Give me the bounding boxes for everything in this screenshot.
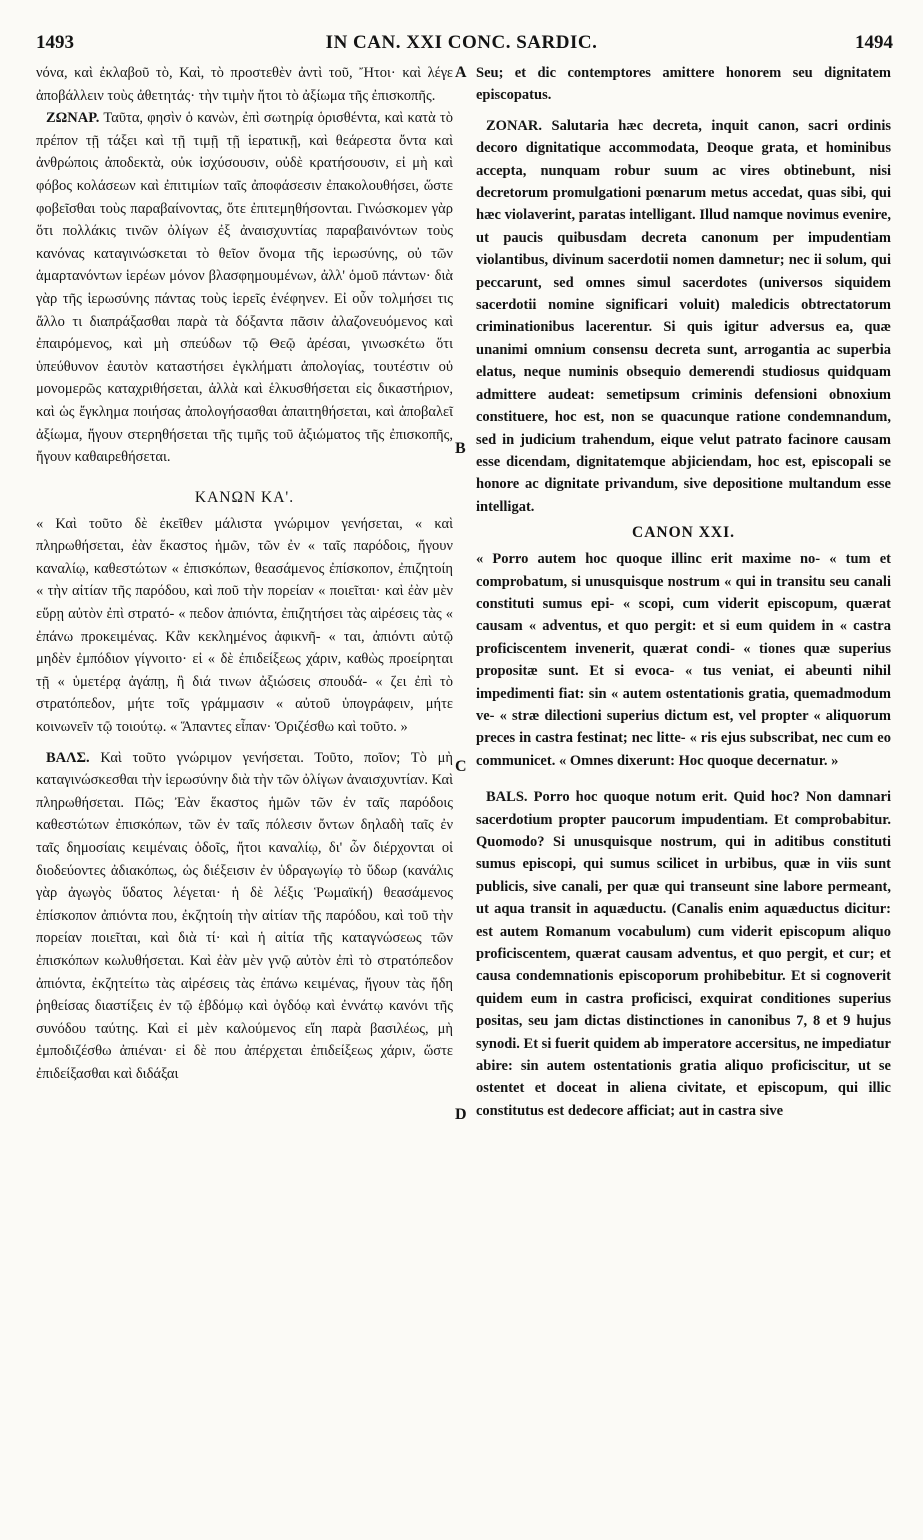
- latin-column: [476, 62, 891, 1122]
- zonaras-text: Ταῦτα, φησὶν ὁ κανὼν, ἐπὶ σωτηρίᾳ ὁρισθέντα, καὶ κατὰ τὸ πρέπον τῇ τάξει καὶ τῇ τιμῇ τῇ ἱερατικῇ, καὶ θεάρεστα ὄντα καὶ ἀνθρώποις ἀποδεκτὰ, οὐκ ἰσχύσουσιν, οὐδὲ κρατήσουσιν, εἰ μὴ καὶ φόβος κολάσεων καὶ ἐπιτιμίων ταῖς ἀποφάσεσιν ἐπακολουθήσει, ὥστε φοβεῖσθαι τοὺς παραβαίνοντας, ὅτε ἐπιτεμηθήσονται. Γινώσκομεν γὰρ ὅτι πολλάκις τινῶν ὀλίγων ἐξ ἀναισχυντίας παραβαινόντων τοὺς κανόνας καταγινώσκεται τὸ θεῖον ὄνομα τῆς ἱερωσύνης, οὐ τῶν ἁμαρτανόντων ἱερέων μόνον βλασφημουμένων, ἀλλ' ὁμοῦ πάντων· διὰ γὰρ τῆς ἱερωσύνης πάντας τοὺς ἱερεῖς ἐνέφηνεν. Εἰ οὖν τολμήσει τις ἄλλο τι διαπράξασθαι παρὰ τὰ δόξαντα πᾶσιν ἀλαζονευόμενος καὶ ἐπαιρόμενος, καὶ μὴ σπεύδων τῷ Θεῷ ἀρέσαι, γινωσκέτω ὅτι ὑπεύθυνον ἑαυτὸν καταστήσει ἐγκλήματι ἀπολογίας, τουτέστιν οὐ μονομερῶς καταχριθήσεται, ἀλλὰ καὶ ἑλκυσθήσεται εἰς δικαστήριον, καὶ ὡς ἔγκλημα ποιήσας ἀπολογήσασθαι ἀπαιτηθήσεται, καὶ ἀποβαλεῖ ἀξίωμα, ἤγουν στερηθήσεται τῆς τιμῆς τοῦ ἀξιώματος τῆς ἐπισκοπῆς, ἤγουν καθαιρεθήσεται.: [36, 110, 454, 466]
- balsamon-text: Καὶ τοῦτο γνώριμον γενήσεται. Τοῦτο, ποῖον; Τὸ μὴ καταγινώσκεσθαι τὴν ἱερωσύνην διὰ τὴν τῶν ὀλίγων ἀναισχυντίαν. Καὶ πληρωθήσεται. Πῶς; Ἐὰν ἕκαστος ἡμῶν τῶν ἐν ταῖς παρόδοις καθεστώτων ἐπισκόπων, τῶν ἐν ταῖς πόλεσιν ὄντων δηλαδὴ ταῖς ἐν ταῖς δημοσίαις κειμέναις ὁδοῖς, ἤτοι καναλίῳ, δι' ὧν διέρχονται οἱ διοδεύοντες ἀδιακόπως, ὡς διέξεισιν ἐν ὑδραγωγίῳ τὸ ὕδωρ (κανάλις γὰρ ἀγωγὸς ὕδατος λέγεται· ἡ δὲ λέξις Ῥωμαϊκή) θεασάμενος ἐπίσκοπον ἀπιόντα που, ἐκζητοίη τὴν αἰτίαν τῆς παρόδου, καὶ τοῦ τὴν πορείαν ποιεῖται, καὶ διὰ τί· καὶ ἡ αἰτία τῆς καταγνώσεως τῶν ἐπισκόπων κωλυθήσεται. Καὶ ἐὰν μὲν γνῷ αὐτὸν ἐπὶ τὸ στρατόπεδον ἀπιόντα, ἐκζητείτω τὰς αἱρέσεις τὰς ἐπάνω κειμένας, ἤγουν τὰς ἤδη ῥηθείσας διαστίξεις ἐν τῷ ἑβδόμῳ καὶ ὀγδόῳ καὶ ἐννάτῳ κανόνι τῆς συνόδου ταύτης. Καὶ εἰ μὲν καλούμενος εἴη παρὰ βασιλέως, μὴ ἐμποδιζέσθω ἀπιέναι· εἰ δὲ που ἀπέρχεται ἐπιδείξεως χάριν, ὥστε ἐπιδείξασθαι καὶ διδάξαι: [36, 749, 453, 1082]
- margin-letter-d: D: [455, 1106, 467, 1123]
- zonaras-label-latin: ZONAR.: [486, 117, 542, 134]
- latin-paragraph-1: Seu; et dic contemptores amittere honorem seu dignitatem episcopatus.: [476, 65, 891, 104]
- margin-letter-b: B: [455, 440, 466, 457]
- latin-canon-heading: CANON XXI.: [632, 524, 735, 542]
- latin-canon-text: « Porro autem hoc quoque illinc erit maxime no- « tum et comprobatum, si unusquisque nostrum « qui in transitu seu canali constituti sumus epi- « scopi, cum viderit episcopum, quærat causam « adventus, et quo pergit: et si eum quidem in « castra proficiscentem invenerit, quærat condi- « tiones quæ superius propositæ sunt. Et si evoca- « tus veniat, ei abeunti nihil impedimenti fiat: sin « autem ostentationis gratia, quemadmodum ve- « stræ dilectioni superius dictum est, vel propter « aliquorum preces in castra festinat; nec litte- « ris ejus subscribat, nec cum eo communicet. « Omnes dixerunt: Hoc quoque decernatur. »: [476, 551, 891, 769]
- zonaras-label: ΖΩΝΑΡ.: [46, 110, 100, 127]
- greek-canon-text: « Καὶ τοῦτο δὲ ἐκεῖθεν μάλιστα γνώριμον γενήσεται, « καὶ πληρωθήσεται, ἐὰν ἕκαστος ἡμῶν, τῶν ἐν « ταῖς παρόδοις, ἤγουν καναλίῳ, καθεστώτων « ἐπισκόπων, θεασάμενος ἐπίσκοπον, ἐπιζητοίη « τὴν αἰτίαν τῆς παρόδου, καὶ ποῦ τὴν πορείαν « ποιεῖται· καὶ ἐὰν μὲν εὕρῃ αὐτὸν ἐπὶ στρατό- « πεδον ἀπιόντα, ἐπιζητήσει τὰς αἱρέσεις τὰς « ἐπάνω προκειμένας. Κἂν κεκλημένος ἀφικνῆ- « ται, ἀπιόντι αὐτῷ μηδὲν ἐμπόδιον γίγνοιτο· εἰ « δὲ ἐπιδείξεως χάριν, καθὼς προείρηται τῇ « ὑμετέρᾳ ἀγάπῃ, ἢ διά τινων ἀξιώσεις σπουδά- « ζει ἐπὶ τὸ στρατόπεδον, μήτε τοῖς γράμμασιν « αὐτοῦ ὑπογράφειν, μήτε κοινωνεῖν τῷ τοιούτῳ. « Ἅπαντες εἶπαν· Ὁριζέσθω καὶ τοῦτο. »: [36, 515, 453, 736]
- running-header: [30, 32, 893, 58]
- latin-zonaras-paragraph: [476, 115, 891, 518]
- latin-balsamon-paragraph: [476, 786, 891, 1122]
- greek-column: [36, 62, 453, 1086]
- greek-zonaras-paragraph: [36, 107, 453, 469]
- margin-letter-a: A: [455, 64, 467, 81]
- balsamon-label-latin: BALS.: [486, 789, 528, 806]
- greek-paragraph-1: νόνα, καὶ ἐκλαβοῦ τὸ, Καὶ, τὸ προστεθὲν ἀντὶ τοῦ, Ἤτοι· καὶ λέγε ἀποβάλλειν τοὺς ἀθετητάς· τὴν τιμὴν ἤτοι τὸ ἀξίωμα τῆς ἐπισκοπῆς.: [36, 65, 453, 104]
- zonaras-text-latin: Salutaria hæc decreta, inquit canon, sacri ordinis decoro dignitatique accommodata, Deoque grata, et hominibus accepta, nunquam robur suum ac vires obtinebunt, nisi decretorum promulgationi pœnarum metus accedat, quas sibi, qui hæc violaverint, paratas intelligant. Illud namque novimus evenire, ut paucis quibusdam decreta canonum per impudentiam violantibus, divinum sacerdotii nomen damnetur; nec ii solum, qui peccarunt, sed omnes simul sacerdotes (universos siquidem sacerdotii nomine significari voluit) maledicis obtrectatorum criminationibus lacerentur. Si quis igitur adversus ea, quæ unanimi omnium consensu decreta sunt, arrogantia ac superbia elatus, neque numinis obsequio demerendi studiosus quidquam admittere audeat: semetipsum criminis defensioni obnoxium constituere, hoc est, non se quacunque ratione condemnandum, sed in judicium trahendum, eique velut patrato facinore causam esse dicendam, dignitatemque abjiciendam, hoc est, episcopali se honore ac dignitate privandum, sive depositione multandum esse intelligat.: [476, 117, 891, 515]
- balsamon-label: ΒΑΛΣ.: [46, 749, 90, 766]
- greek-balsamon-paragraph: [36, 747, 453, 1086]
- page-number-right: 1494: [855, 32, 893, 53]
- page-number-left: 1493: [36, 32, 74, 53]
- greek-canon-heading: ΚΑΝΩΝ ΚΑ'.: [194, 488, 295, 506]
- margin-letter-c: C: [455, 758, 467, 775]
- balsamon-text-latin: Porro hoc quoque notum erit. Quid hoc? Non damnari sacerdotium propter paucorum impudentiam. Et comprobabitur. Quomodo? Si unusquisque nostrum, qui in aditibus constituti sumus episcopi, qui sumus scilicet in urbibus, quæ in viis sunt publicis, sive canali, per quæ qui transeunt sine labore permeant, ut aqua transit in aquæductu. (Canalis enim aquæductus dicitur: est autem Romanum vocabulum) cum viderit episcopum aliquo proficiscentem, quærat causam adventus, et quo pergit, et cur; et causa condemnationis episcoporum prohibebitur. Et si cognoverit quidem eum in castra proficisci, exquirat conditiones superius positas, seu jam dictas distinctiones in canonibus 7, 8 et 9 hujus synodi. Et si fuerit quidem ab imperatore accersitus, ne impediatur abire: sin autem ostentationis gratia aliquo proficiscitur, ut se ostentet et doceat in aliena civitate, et episcopum, qui illic constitutus est dedecore afficiat; aut in castra sive: [476, 789, 891, 1119]
- running-head-title: IN CAN. XXI CONC. SARDIC.: [325, 32, 598, 53]
